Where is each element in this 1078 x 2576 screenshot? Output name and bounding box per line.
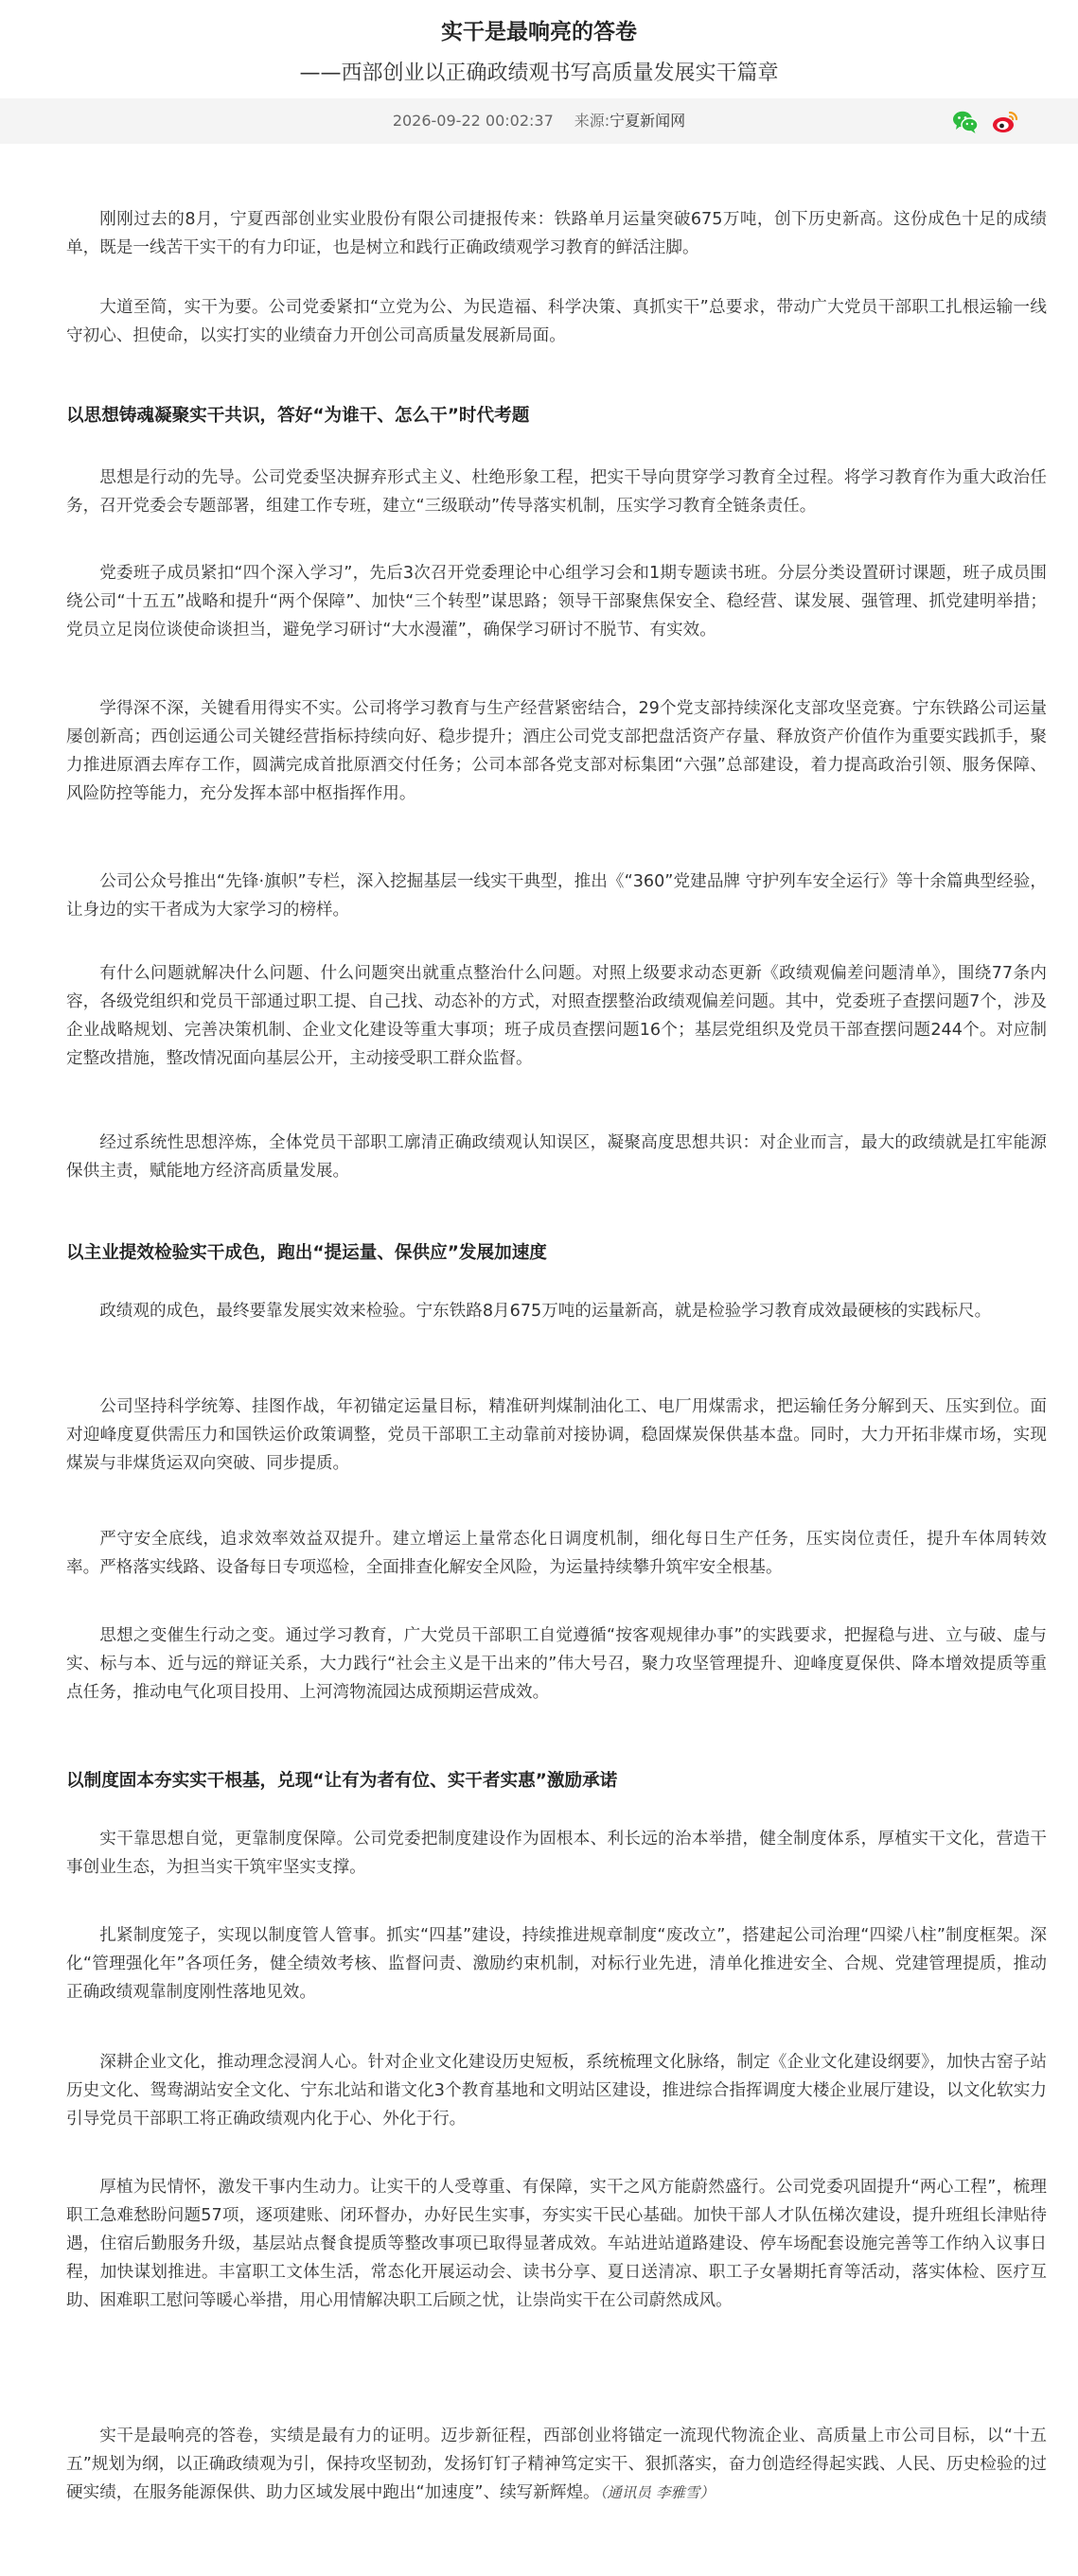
paragraph: 厚植为民情怀，激发干事内生动力。让实干的人受尊重、有保障，实干之风方能蔚然盛行。公司党委巩固提升“两心工程”，梳理职工急难愁盼问题57项，逐项建账、闭环督办，办好民生实事，夯实实干民心基础。加快干部人才队伍梯次建设，提升班组长津贴待遇，住宿后勤服务升级，基层站点餐食提质等整改事项已取得显著成效。车站进站道路建设、停车场配套设施完善等工作纳入议事日程，加快谋划推进。丰富职工文体生活，常态化开展运动会、读书分享、夏日送清凉、职工子女暑期托育等活动，落实体检、医疗互助、困难职工慰问等暖心举措，用心用情解决职工后顾之忧，让崇尚实干在公司蔚然成风。 [66, 2178, 1047, 2310]
paragraph: 公司坚持科学统筹、挂图作战，年初锚定运量目标，精准研判煤制油化工、电厂用煤需求，把运输任务分解到天、压实到位。面对迎峰度夏供需压力和国铁运价政策调整，党员干部职工主动靠前对接协调，稳固煤炭保供基本盘。同时，大力开拓非煤市场，实现煤炭与非煤货运双向突破、同步提质。 [66, 1397, 1047, 1473]
paragraph: 学得深不深，关键看用得实不实。公司将学习教育与生产经营紧密结合，29个党支部持续深化支部攻坚竞赛。宁东铁路公司运量屡创新高；西创运通公司关键经营指标持续向好、稳步提升；酒庄公司党支部把盘活资产存量、释放资产价值作为重要实践抓手，聚力推进原酒去库存工作，圆满完成首批原酒交付任务；公司本部各党支部对标集团“六强”总部建设，着力提高政治引领、服务保障、风险防控等能力，充分发挥本部中枢指挥作用。 [66, 699, 1047, 803]
article-meta [0, 98, 1078, 144]
paragraph-closing [66, 2422, 1047, 2507]
paragraph: 公司公众号推出“先锋·旗帜”专栏，深入挖掘基层一线实干典型，推出《“360”党建品牌 守护列车安全运行》等十余篇典型经验，让身边的实干者成为大家学习的榜样。 [66, 872, 1047, 920]
paragraph: 严守安全底线，追求效率效益双提升。建立增运上量常态化日调度机制，细化每日生产任务，压实岗位责任，提升车体周转效率。严格落实线路、设备每日专项巡检，全面排查化解安全风险，为运量持续攀升筑牢安全根基。 [66, 1530, 1047, 1577]
article-subtitle: ——西部创业以正确政绩观书写高质量发展实干篇章 [299, 61, 779, 85]
section-heading: 以制度固本夯实实干根基，兑现“让有为者有位、实干者实惠”激励承诺 [66, 1771, 618, 1791]
paragraph: 思想是行动的先导。公司党委坚决摒弃形式主义、杜绝形象工程，把实干导向贯穿学习教育全过程。将学习教育作为重大政治任务，召开党委会专题部署，组建工作专班，建立“三级联动”传导落实机制，压实学习教育全链条责任。 [66, 468, 1047, 516]
paragraph: 有什么问题就解决什么问题、什么问题突出就重点整治什么问题。对照上级要求动态更新《政绩观偏差问题清单》，围绕77条内容，各级党组织和党员干部通过职工提、自己找、动态补的方式，对照查摆整治政绩观偏差问题。其中，党委班子查摆问题7个，涉及企业战略规划、完善决策机制、企业文化建设等重大事项；班子成员查摆问题16个；基层党组织及党员干部查摆问题244个。对应制定整改措施，整改情况面向基层公开，主动接受职工群众监督。 [66, 964, 1047, 1068]
meta-bar [0, 98, 1078, 144]
paragraph: 刚刚过去的8月，宁夏西部创业实业股份有限公司捷报传来：铁路单月运量突破675万吨，创下历史新高。这份成色十足的成绩单，既是一线苦干实干的有力印证，也是树立和践行正确政绩观学习教育的鲜活注脚。 [66, 210, 1047, 257]
weibo-icon[interactable] [992, 110, 1018, 134]
paragraph: 思想之变催生行动之变。通过学习教育，广大党员干部职工自觉遵循“按客观规律办事”的实践要求，把握稳与进、立与破、虚与实、标与本、近与远的辩证关系，大力践行“社会主义是干出来的”伟大号召，聚力攻坚管理提升、迎峰度夏保供、降本增效提质等重点任务，推动电气化项目投用、上河湾物流园达成预期运营成效。 [66, 1626, 1047, 1702]
paragraph: 实干靠思想自觉，更靠制度保障。公司党委把制度建设作为固根本、利长远的治本举措，健全制度体系，厚植实干文化，营造干事创业生态，为担当实干筑牢坚实支撑。 [66, 1830, 1047, 1877]
paragraph: 经过系统性思想淬炼，全体党员干部职工廓清正确政绩观认知误区，凝聚高度思想共识：对企业而言，最大的政绩就是扛牢能源保供主责，赋能地方经济高质量发展。 [66, 1133, 1047, 1181]
paragraph: 大道至简，实干为要。公司党委紧扣“立党为公、为民造福、科学决策、真抓实干”总要求，带动广大党员干部职工扎根运输一线守初心、担使命，以实打实的业绩奋力开创公司高质量发展新局面。 [66, 298, 1047, 345]
paragraph: 政绩观的成色，最终要靠发展实效来检验。宁东铁路8月675万吨的运量新高，就是检验学习教育成效最硬核的实践标尺。 [99, 1302, 992, 1321]
reporter-signature: （通讯员 李雅雪） [599, 2484, 715, 2501]
paragraph: 深耕企业文化，推动理念浸润人心。针对企业文化建设历史短板，系统梳理文化脉络，制定《企业文化建设纲要》，加快古窑子站历史文化、鸳鸯湖站安全文化、宁东北站和谐文化3个教育基地和文明站区建设，推进综合指挥调度大楼企业展厅建设，以文化软实力引导党员干部职工将正确政绩观内化于心、外化于行。 [66, 2053, 1047, 2129]
publish-date: 2026-09-22 00:02:37 [392, 112, 554, 130]
wechat-icon[interactable] [952, 110, 979, 134]
paragraph: 扎紧制度笼子，实现以制度管人管事。抓实“四基”建设，持续推进规章制度“废改立”，搭建起公司治理“四梁八柱”制度框架。深化“管理强化年”各项任务，健全绩效考核、监督问责、激励约束机制，对标行业先进，清单化推进安全、合规、党建管理提质，推动正确政绩观靠制度刚性落地见效。 [66, 1926, 1047, 2002]
paragraph: 党委班子成员紧扣“四个深入学习”，先后3次召开党委理论中心组学习会和1期专题读书班。分层分类设置研讨课题，班子成员围绕公司“十五五”战略和提升“两个保障”、加快“三个转型”谋思路；领导干部聚焦保安全、稳经营、谋发展、强管理、抓党建明举措；党员立足岗位谈使命谈担当，避免学习研讨“大水漫灌”，确保学习研讨不脱节、有实效。 [66, 564, 1047, 640]
section-heading: 以思想铸魂凝聚实干共识，答好“为谁干、怎么干”时代考题 [66, 406, 530, 426]
paragraph-text: 实干是最响亮的答卷，实绩是最有力的证明。迈步新征程，西部创业将锚定一流现代物流企业、高质量上市公司目标，以“十五五”规划为纲，以正确政绩观为引，保持攻坚韧劲，发扬钉钉子精神笃定实干、狠抓落实，奋力创造经得起实践、人民、历史检验的过硬实绩，在服务能源保供、助力区域发展中跑出“加速度”、续写新辉煌。 [66, 2427, 1047, 2502]
source-value[interactable]: 宁夏新闻网 [610, 112, 686, 130]
article-title: 实干是最响亮的答卷 [441, 20, 637, 44]
source-label: 来源: [574, 112, 610, 130]
section-heading: 以主业提效检验实干成色，跑出“提运量、保供应”发展加速度 [66, 1243, 547, 1263]
